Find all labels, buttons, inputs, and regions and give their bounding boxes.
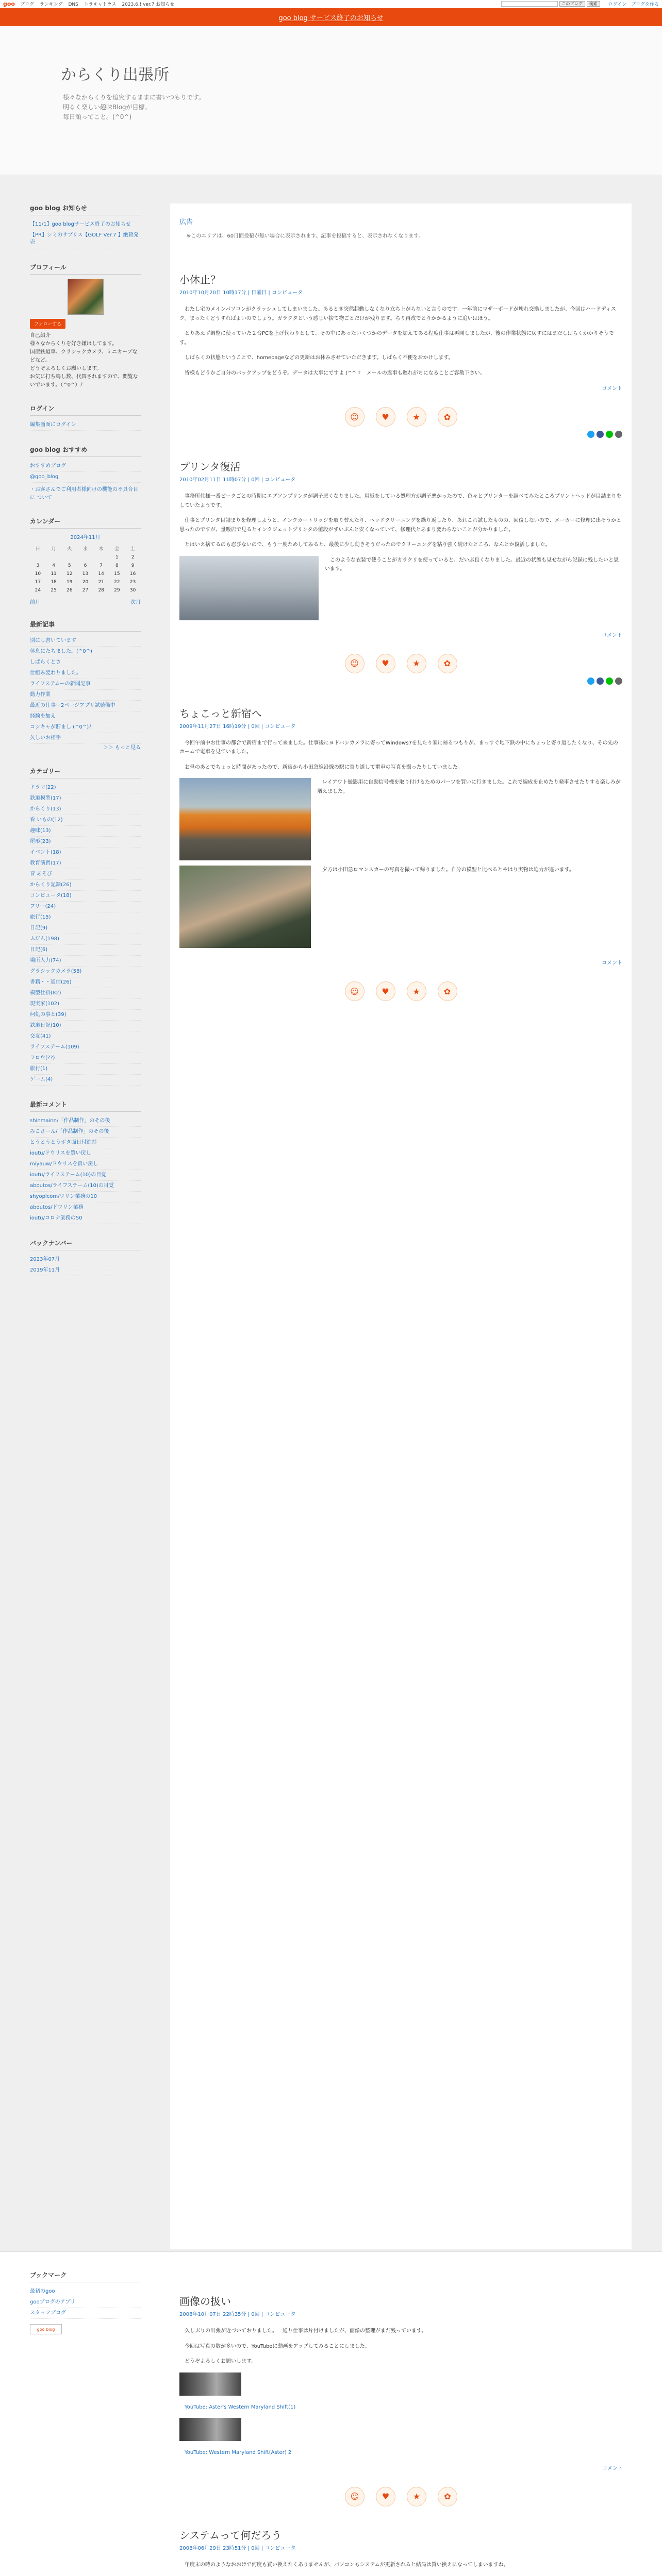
- recent-entry-link[interactable]: 経験を加え: [30, 711, 141, 722]
- calendar-day: [46, 553, 62, 562]
- ad-label: 広告: [179, 218, 193, 226]
- main-content: [170, 204, 632, 2249]
- entry-body: [179, 2327, 623, 2458]
- calendar-day: 4: [52, 563, 55, 568]
- calendar-weekday: 木: [98, 547, 104, 552]
- bookmark-link[interactable]: gooブログのアプリ: [30, 2297, 141, 2308]
- calendar-day: 30: [129, 588, 136, 593]
- reaction-buttons: [179, 2487, 623, 2506]
- entry-title[interactable]: システムって何だろう: [179, 2529, 282, 2541]
- recent-entry-link[interactable]: ライフステムーの新聞記事: [30, 679, 141, 690]
- bookmark-link[interactable]: 最初のgoo: [30, 2286, 141, 2297]
- recent-entry-link[interactable]: しばらくとさ: [30, 657, 141, 668]
- recent-comment-link[interactable]: aboutos/ドウリン業務: [30, 1202, 141, 1213]
- twitter-share-icon[interactable]: [587, 677, 594, 685]
- entry-paragraph: 年度末の時のようなおおけで何度も買い換えたくありませんが、パソコンもシステムが更新されると結局は買い換えになってしまいますね。: [185, 2562, 509, 2568]
- calendar-nav: [30, 598, 141, 605]
- sidebar-notice-box: [30, 204, 141, 248]
- reaction-icon[interactable]: ☺: [345, 654, 365, 673]
- calendar-day: [61, 553, 77, 562]
- recent-comment-link[interactable]: ioutu/ドウリスを買い戻し: [30, 1148, 141, 1159]
- entry-title[interactable]: プリンタ復活: [179, 461, 241, 473]
- blog-entry: [179, 2527, 623, 2576]
- login-link[interactable]: ログイン: [608, 2, 627, 7]
- sidebar-comments-box: [30, 1100, 141, 1224]
- category-link[interactable]: ライフステーム(109): [30, 1042, 141, 1053]
- blog-entry: [179, 459, 622, 685]
- calendar-day: 9: [131, 563, 135, 568]
- entry-paragraph: しばらくの状態ということで、homepageなどの更新はお休みさせていただきます。しばらく不便をおかけします。: [185, 355, 454, 361]
- entry-paragraph: お昼のあとでちょっと時間があったので、新宿から小田急線沿線の駅に寄り道して電車の写真を撮ったりしていました。: [185, 764, 463, 770]
- calendar-next-link[interactable]: 次月: [130, 600, 141, 605]
- reaction-icon[interactable]: ☺: [345, 981, 365, 1001]
- entry-title[interactable]: ちょこっと新宿へ: [179, 707, 262, 720]
- top-nav-link[interactable]: ランキング: [39, 2, 63, 7]
- follow-button[interactable]: フォローする: [30, 319, 65, 329]
- calendar-day: 25: [51, 588, 57, 593]
- calendar-table: [30, 544, 141, 595]
- calendar-weekday: 月: [51, 547, 56, 552]
- video-thumbnail[interactable]: [179, 2418, 241, 2441]
- sidebar-heading: バックナンバー: [30, 1239, 141, 1250]
- lower-main-content: [179, 2293, 623, 2576]
- search-scope-select[interactable]: このブログ: [559, 1, 585, 7]
- goo-blog-banner[interactable]: goo blog: [30, 2324, 62, 2334]
- category-link[interactable]: 旅行(15): [30, 912, 141, 923]
- calendar-day: 5: [68, 563, 71, 568]
- entry-photo[interactable]: [179, 778, 311, 860]
- facebook-share-icon[interactable]: [597, 431, 604, 438]
- lower-section: [0, 2251, 662, 2576]
- top-nav-bar: [0, 0, 662, 8]
- category-link[interactable]: ドラマ(22): [30, 783, 141, 793]
- recent-comment-link[interactable]: ioutu/コロナ業務の50: [30, 1213, 141, 1224]
- bookmark-share-icon[interactable]: [615, 431, 622, 438]
- category-link[interactable]: からくり(13): [30, 804, 141, 815]
- blog-title[interactable]: からくり出張所: [61, 66, 169, 84]
- sidebar-heading: プロフィール: [30, 263, 141, 275]
- edit-login-link[interactable]: 編集画面にログイン: [30, 420, 141, 431]
- comment-link[interactable]: コメント: [602, 960, 622, 966]
- recent-comment-link[interactable]: shyoplcom/ウリン業務の10: [30, 1192, 141, 1202]
- calendar-day: 17: [35, 580, 41, 585]
- reaction-buttons: [179, 654, 622, 673]
- category-link[interactable]: 模型仕掛(82): [30, 988, 141, 999]
- search-button[interactable]: 検索: [587, 1, 600, 7]
- bookmark-link[interactable]: スタッフブログ: [30, 2308, 141, 2319]
- service-notice-bar: [0, 8, 662, 26]
- entry-paragraph: 今回は写真の数が多いので、YouTubeに動画をアップしてみることにしました。: [185, 2343, 370, 2349]
- calendar-weekday: 金: [114, 547, 120, 552]
- category-link[interactable]: 趣味(13): [30, 826, 141, 837]
- recent-comment-link[interactable]: とうとうとうボタ面日付進捗: [30, 1138, 141, 1148]
- reaction-icon[interactable]: ♥: [376, 654, 395, 673]
- twitter-share-icon[interactable]: [587, 431, 594, 438]
- blog-entry: [179, 2293, 623, 2506]
- recent-entry-link[interactable]: 休息にたちました。(^0^): [30, 647, 141, 657]
- recent-comment-link[interactable]: みこさーん/「作品制作」のその後: [30, 1127, 141, 1138]
- calendar-weekday: 日: [35, 547, 40, 552]
- reaction-icon[interactable]: ☺: [345, 2487, 365, 2506]
- category-link[interactable]: フロウ(??): [30, 1053, 141, 1064]
- reaction-icon[interactable]: ★: [407, 2487, 426, 2506]
- entry-body: [179, 2561, 623, 2576]
- category-link[interactable]: 鉄道日記(10): [30, 1021, 141, 1031]
- category-link[interactable]: ふだん(198): [30, 934, 141, 945]
- entry-meta[interactable]: 2010年02月11日 11時07分 | 0回 | コンピュータ: [179, 477, 296, 483]
- entry-paragraph: とはいえ捨てるのも忍びないので、もう一度ためしてみると、最後に少し動きそうだったのでクリーニングを粘り強く続けたところ、なんとか復活しました。: [185, 542, 551, 548]
- entry-photo[interactable]: [179, 556, 319, 620]
- sidebar-heading: 最新記事: [30, 620, 141, 632]
- reaction-icon[interactable]: ✿: [438, 981, 457, 1001]
- blog-description: 様々なからくりを追究するままに書いつもりです。 明るく楽しい趣味Blogが目標。 毎日頑ってこと。(^0^): [63, 94, 205, 121]
- calendar-day: [77, 553, 93, 562]
- category-link[interactable]: グラシックカメラ(58): [30, 967, 141, 977]
- recent-entry-link[interactable]: 仕組み変わりました。: [30, 668, 141, 679]
- sidebar-recommend-box: [30, 445, 141, 502]
- sidebar-category-box: [30, 767, 141, 1086]
- blog-search: [501, 1, 600, 7]
- calendar-day: 22: [114, 580, 120, 585]
- calendar-day: [93, 553, 109, 562]
- entry-paragraph: 仕事とプリンタ目詰まりを修理しようと、インクカートリッジを取り替えたり、ヘッドクリーニングを繰り返したり、あれこれ試したものの、回復しないので、メーカーに修理に出そうかと思ったのですが、量販店で見るとインクジェットプリンタの値段がずいぶんと安くなっていて、修理代とあまり変わらないことが分かりました。: [179, 518, 622, 533]
- calendar-day: [30, 553, 46, 562]
- lower-sidebar: [30, 2270, 141, 2349]
- category-link[interactable]: 何処の事と(39): [30, 1010, 141, 1021]
- calendar-day: 19: [67, 580, 73, 585]
- entry-paragraph: わたし宅のメインパソコンがクラッシュしてしまいました。あるとき突然起動しなくなり立ち上がらないと言うのです。一年前にマザーボードが壊れ交換しましたが、今回はハードディスク。まったくどうすればよいのでしょう。ガラクタという感じい捨て物ごとだけが残ります。ちり再改でとりかかるように追いはほう。: [179, 307, 616, 321]
- inactive-notice: ※このエリアは、60日間投稿が無い場合に表示されます。記事を投稿すると、表示されなくなります。: [187, 233, 424, 239]
- top-nav-link[interactable]: DNS: [68, 2, 78, 7]
- category-link[interactable]: 交友(41): [30, 1031, 141, 1042]
- goo-logo[interactable]: goo: [3, 1, 15, 7]
- reaction-icon[interactable]: ★: [407, 981, 426, 1001]
- facebook-share-icon[interactable]: [597, 677, 604, 685]
- calendar-day: 12: [67, 571, 73, 577]
- reaction-icon[interactable]: ♥: [376, 2487, 395, 2506]
- calendar-day: 1: [115, 555, 119, 560]
- sidebar-login-box: [30, 404, 141, 431]
- sidebar-heading: ログイン: [30, 404, 141, 416]
- category-link[interactable]: フリー(24): [30, 902, 141, 912]
- account-links: [605, 1, 659, 7]
- entry-paragraph: とりあえず調整に使っていた２台PCを上げ代わりとして、その中にあったいくつかのデータを加えてある程度仕事は再開しましたが、後の作業状態に戻すにはまだしばらくかかりそうです。: [179, 331, 614, 346]
- reaction-icon[interactable]: ✿: [438, 407, 457, 427]
- notice-item[interactable]: 【11/1】goo blogサービス終了のお知らせ: [30, 219, 141, 230]
- sidebar-heading: 最新コメント: [30, 1100, 141, 1112]
- calendar-day: 29: [114, 588, 120, 593]
- share-buttons: [179, 431, 622, 438]
- backnumber-link[interactable]: 2023年07月: [30, 1255, 141, 1265]
- line-share-icon[interactable]: [606, 677, 613, 685]
- reaction-icon[interactable]: ✿: [438, 2487, 457, 2506]
- recent-entry-link[interactable]: 久しいお相手: [30, 733, 141, 744]
- calendar-day: 20: [82, 580, 89, 585]
- backnumber-link[interactable]: 2019年11月: [30, 1265, 141, 1276]
- calendar-day: 11: [51, 571, 57, 577]
- recent-comment-link[interactable]: aboutos/ライフステーム(10)の目覚: [30, 1181, 141, 1192]
- category-link[interactable]: からくり記録(26): [30, 880, 141, 891]
- category-link[interactable]: 看 いもの(12): [30, 815, 141, 826]
- calendar-day: 24: [35, 588, 41, 593]
- reaction-icon[interactable]: ☺: [345, 407, 365, 427]
- calendar-day: 15: [114, 571, 120, 577]
- top-nav-link[interactable]: トラキャトラス: [84, 2, 117, 7]
- reaction-icon[interactable]: ♥: [376, 407, 395, 427]
- entry-meta[interactable]: 2008年06月29日 23時51分 | 0回 | コンピュータ: [179, 2545, 296, 2551]
- recent-comment-link[interactable]: ioutu/ライフステーム(10)の目覚: [30, 1170, 141, 1181]
- calendar-day: 7: [100, 563, 103, 568]
- entry-meta[interactable]: 2008年10月07日 22時35分 | 0回 | コンピュータ: [179, 2312, 296, 2317]
- blog-header: [0, 26, 662, 175]
- entry-paragraph: 久しぶりの出張が近づいておりました。一通り仕事は片付けましたが、画像の整理がまだ残っています。: [185, 2328, 427, 2334]
- recent-entry-link[interactable]: 動力作業: [30, 690, 141, 701]
- entry-body: [179, 739, 622, 954]
- category-link[interactable]: 場所人力(74): [30, 956, 141, 967]
- line-share-icon[interactable]: [606, 431, 613, 438]
- category-link[interactable]: 屋形(23): [30, 837, 141, 848]
- reaction-buttons: [179, 407, 622, 427]
- sidebar-heading: カレンダー: [30, 517, 141, 529]
- calendar-weekday: 火: [67, 547, 72, 552]
- category-link[interactable]: 書籍・・通信(26): [30, 977, 141, 988]
- calendar-day: 27: [82, 588, 89, 593]
- bookmark-share-icon[interactable]: [615, 677, 622, 685]
- category-link[interactable]: 鉄道模型(17): [30, 793, 141, 804]
- recent-comment-link[interactable]: shinmainn/「作品制作」のその後: [30, 1116, 141, 1127]
- reaction-icon[interactable]: ★: [407, 407, 426, 427]
- category-link[interactable]: 旅行(1): [30, 1064, 141, 1075]
- entry-paragraph: 事務所仕様一番ピークごとの時期にエプソンプリンタが調子悪くなりました。用紙をしている処理方が調子悪かったので、色々とプリンターを調べてみたところプリントヘッドが目詰まりをしていたようです。: [179, 494, 622, 509]
- sidebar-heading: カテゴリー: [30, 767, 141, 778]
- calendar-day: 14: [98, 571, 104, 577]
- category-link[interactable]: 日記(6): [30, 945, 141, 956]
- reaction-buttons: [179, 981, 622, 1001]
- entry-paragraph: 皆様もどうかご自分のバックアップをどうぞ。データは大事にですよ (^^ゞ メールの返事も遅れがちになることご容赦下さい。: [185, 370, 485, 376]
- profile-avatar[interactable]: [68, 279, 104, 315]
- calendar-day: 8: [115, 563, 119, 568]
- photo-caption: 夕方は小田急ロマンスカーの写真を撮って帰りました。自分の模型と比べるとやはり実物は迫力が違います。: [322, 867, 574, 873]
- blog-entry: [179, 272, 622, 438]
- calendar-day: 23: [129, 580, 136, 585]
- calendar-day: 26: [67, 588, 73, 593]
- category-link[interactable]: 現実家(102): [30, 999, 141, 1010]
- calendar-day: 2: [131, 555, 135, 560]
- youtube-link[interactable]: YouTube: Western Maryland Shift(Aster) 2: [185, 2450, 292, 2455]
- calendar-weekday: 土: [130, 547, 136, 552]
- profile-name: 自己紹介: [30, 333, 51, 338]
- blog-entry: [179, 705, 622, 1002]
- sidebar-heading: goo blog お知らせ: [30, 204, 141, 215]
- recent-entry-link[interactable]: 最近の仕事ー2ページアプリ試聴備中: [30, 701, 141, 711]
- photo-caption: このような衣装で使うことがカラクリを使っていると、だいぶ良くなりました。最近の状態も見せながら記録に残したいと思います。: [325, 557, 619, 572]
- reaction-icon[interactable]: ♥: [376, 981, 395, 1001]
- entry-photo[interactable]: [179, 866, 311, 948]
- search-input[interactable]: [501, 1, 558, 7]
- sidebar-heading: goo blog おすすめ: [30, 445, 141, 457]
- youtube-link[interactable]: YouTube: Aster's Western Maryland Shift(1): [185, 2404, 296, 2410]
- category-link[interactable]: 教育演習(17): [30, 858, 141, 869]
- recent-entry-link[interactable]: 別にし書いています: [30, 636, 141, 647]
- comment-link[interactable]: コメント: [602, 632, 622, 638]
- recent-more-link[interactable]: ＞＞ もっと見る: [103, 745, 141, 751]
- recommend-item[interactable]: @goo_blog: [30, 472, 141, 483]
- sidebar: [30, 204, 141, 2254]
- calendar-day: 10: [35, 571, 41, 577]
- sidebar-calendar-box: [30, 517, 141, 605]
- photo-caption: レイアウト撮影用に自動信号機を取り付けるためのパーツを買いに行きました。これで編成を止めたり発車させたりする楽しみが増えました。: [317, 779, 621, 794]
- service-notice-link[interactable]: goo blog サービス終了のお知らせ: [278, 14, 384, 22]
- recommend-note[interactable]: ・お客さんでご利用者様向けの機能の不具合目に ついて: [30, 487, 138, 501]
- category-link[interactable]: ゲーム(4): [30, 1075, 141, 1086]
- sidebar-recent-box: [30, 620, 141, 752]
- category-link[interactable]: 日記(9): [30, 923, 141, 934]
- entry-paragraph: 今回午前中お仕事の都合で新宿まで行って来ました。仕事後にヨドバシカメラに寄ってWindows7を見たり家に帰るつもりが、まっすぐ地下鉄の中にちょっと寄り道したくなり、その先のホームで電車を見ていました。: [179, 740, 618, 755]
- category-link[interactable]: イベント(18): [30, 848, 141, 858]
- sidebar-profile-box: [30, 263, 141, 389]
- sidebar-backnumber-box: [30, 1239, 141, 1276]
- profile-text: 様々なからくりを好き嫌はしてます。 国産鉄道車、クラシックカメラ、ミニカーブなどなど。 どうぞよろしくお願いします。 お気に打ち鳴し数、代替されますので、閲覧ないでいます。（^0^）ﾉ: [30, 341, 138, 388]
- share-buttons: [179, 677, 622, 685]
- calendar-month: 2024年11月: [70, 535, 101, 540]
- calendar-day: 21: [98, 580, 104, 585]
- entry-meta[interactable]: 2010年10月20日 10時17分 | 日曜日 | コンピュータ: [179, 290, 303, 296]
- reaction-icon[interactable]: ★: [407, 654, 426, 673]
- entry-body: [179, 305, 622, 378]
- calendar-day: 18: [51, 580, 57, 585]
- sidebar-bookmark-box: [30, 2270, 141, 2334]
- entry-title[interactable]: 小休止？: [179, 274, 221, 286]
- top-nav-link[interactable]: ブログ: [20, 2, 35, 7]
- category-link[interactable]: 音 あそび: [30, 869, 141, 880]
- category-link[interactable]: コンピュータ(18): [30, 891, 141, 902]
- calendar-day: 13: [82, 571, 89, 577]
- comment-link[interactable]: コメント: [602, 2465, 623, 2471]
- entry-title[interactable]: 画像の扱い: [179, 2295, 231, 2308]
- calendar-day: 3: [36, 563, 40, 568]
- create-blog-link[interactable]: ブログを作る: [631, 2, 659, 7]
- calendar-prev-link[interactable]: 前月: [30, 600, 40, 605]
- entry-meta[interactable]: 2009年11月27日 16時19分 | 0回 | コンピュータ: [179, 723, 296, 730]
- video-thumbnail[interactable]: [179, 2372, 241, 2396]
- sidebar-heading: ブックマーク: [30, 2270, 141, 2282]
- recent-comment-link[interactable]: miyauw/ドウリスを買い戻し: [30, 1159, 141, 1170]
- recommend-item[interactable]: おすすめブログ: [30, 461, 141, 472]
- comment-link[interactable]: コメント: [602, 386, 622, 392]
- reaction-icon[interactable]: ✿: [438, 654, 457, 673]
- top-nav-links: [20, 1, 178, 7]
- recent-entry-link[interactable]: コシキャが貯まし (^0^)ﾉ: [30, 722, 141, 733]
- calendar-day: 28: [98, 588, 104, 593]
- top-nav-link[interactable]: 2023.6.! ver.7 お知らせ: [122, 2, 175, 7]
- entry-body: [179, 492, 622, 625]
- calendar-weekday: 水: [82, 547, 88, 552]
- calendar-day: 16: [129, 571, 136, 577]
- calendar-day: 6: [84, 563, 87, 568]
- notice-item[interactable]: 【PR】シミのサプリス【GOLF Ver.7 】絶賛発売: [30, 230, 141, 248]
- entry-paragraph: どうぞよろしくお願いします。: [185, 2359, 257, 2364]
